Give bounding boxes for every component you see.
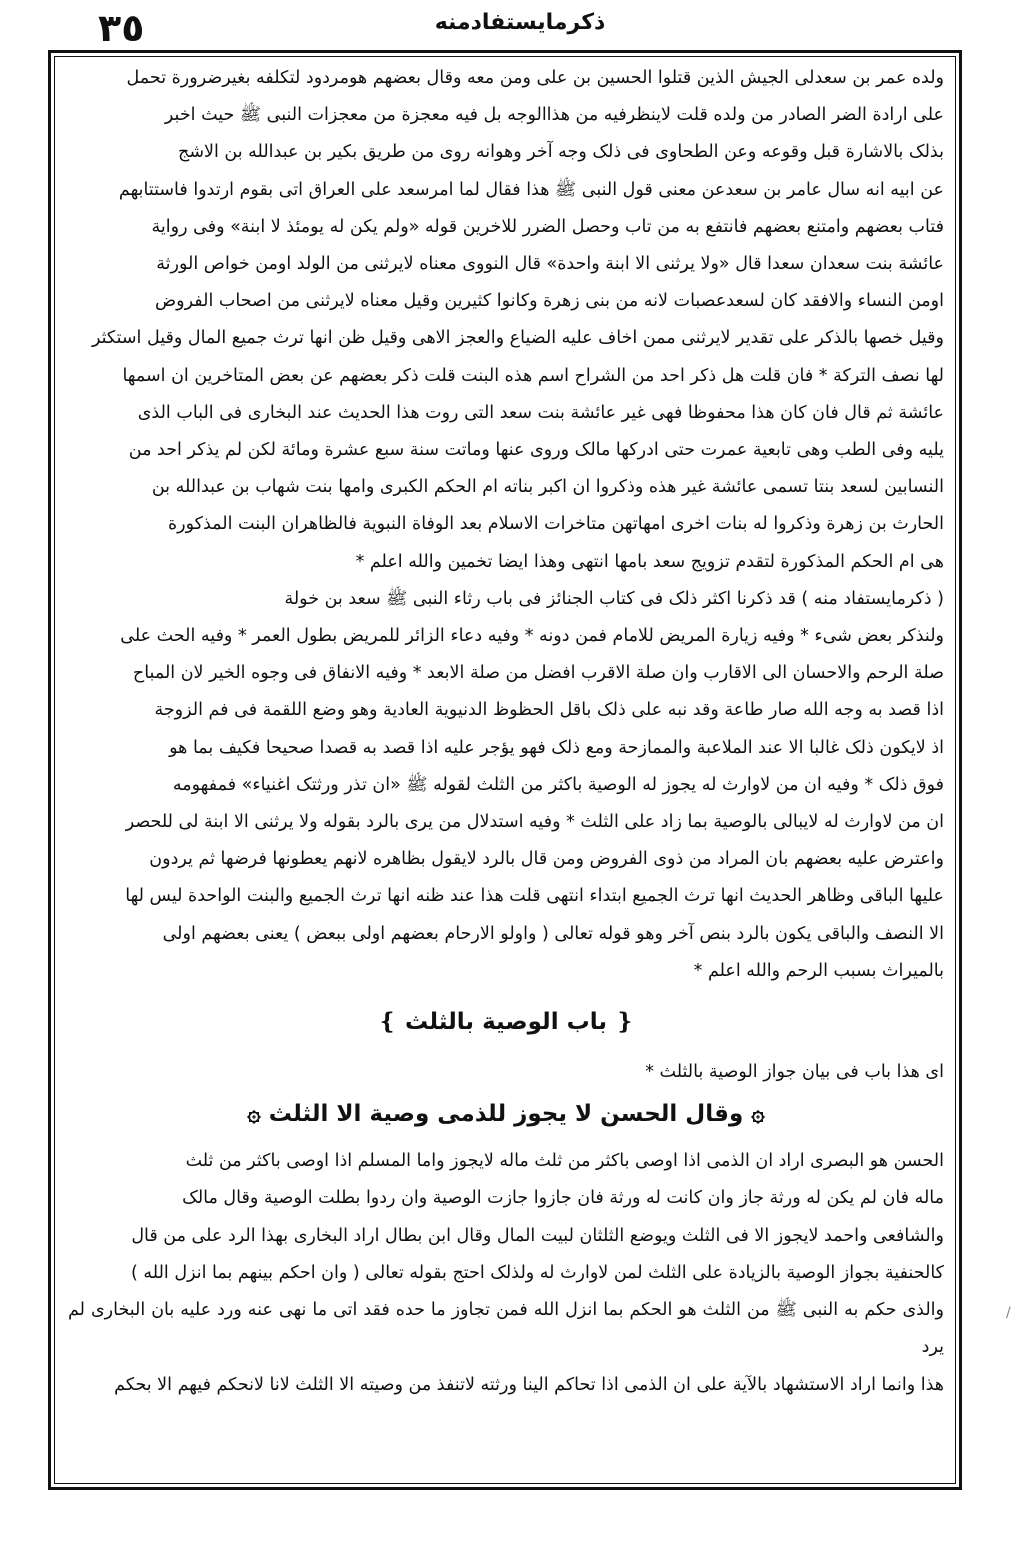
- text-line: فتاب بعضهم وامتنع بعضهم فانتفع به من تاب وحصل الضرر للاخرین قوله «ولم یکن له یومئذ لا ابنة» وفی روایة: [151, 216, 944, 237]
- text-line: عائشة ثم قال فان کان هذا محفوظا فهی غیر عائشة بنت سعد التی روت هذا الحدیث عند البخاری فی الباب الذی: [137, 402, 944, 423]
- text-line: بالمیراث بسبب الرحم والله اعلم *: [693, 960, 944, 981]
- ornament-close-icon: ❵: [377, 1009, 398, 1036]
- page-number: ٣٥: [98, 6, 145, 50]
- hasan-quote-text: وقال الحسن لا یجوز للذمی وصیة الا الثلث: [268, 1101, 744, 1128]
- running-title: ذکرمایستفادمنه: [434, 10, 606, 35]
- text-line: عن ابیه انه سال عامر بن سعدعن معنی قول النبی ﷺ هذا فقال لما امرسعد علی العراق اتی بقوم ارتدوا فاستتابهم: [118, 179, 944, 200]
- star-ornament-icon: ۞: [247, 1101, 261, 1128]
- paragraph-benefits: [68, 581, 944, 990]
- text-line: الا النصف والباقی یکون بالرد بنص آخر وهو قوله تعالی ( واولو الارحام بعضهم اولی ببعض ) یعنی بعضهم اولی: [162, 923, 944, 944]
- text-line: یلیه وفی الطب وهی تابعیة عمرت حتی ادرکها مالک وروی عنها وماتت سنة سبع عشرة ومائة لکن لم یذکر احد من: [128, 440, 944, 461]
- text-line: بذلک بالاشارة قبل وقوعه وعن الطحاوی فی ذلک وجه آخر وهوانه روی من طریق بکیر بن عبدالله بن الاشج: [178, 142, 944, 163]
- text-line: ( ذکرمایستفاد منه ) قد ذکرنا اکثر ذلک فی کتاب الجنائز فی باب رثاء النبی ﷺ سعد بن خولة: [284, 588, 944, 609]
- text-line: ولده عمر بن سعدلی الجیش الذین قتلوا الحسین بن علی ومن معه وقال بعضهم هومردود لتکلفه بغیرضرورة تحمل: [126, 68, 944, 88]
- page-body: [68, 60, 944, 1404]
- text-line: ولنذکر بعض شیء * وفیه زیارة المریض للامام فمن دونه * وفیه دعاء الزائر للمریض بطول العمر * وفیه الحث علی: [120, 626, 944, 647]
- text-line: علی ارادة الضر الصادر من ولده قلت لاینظرفیه من هذاالوجه بل فیه معجزة من معجزات النبی ﷺ حیث اخبر: [164, 105, 944, 126]
- text-line: فوق ذلک * وفیه ان من لاوارث له یجوز له الوصیة باکثر من الثلث لقوله ﷺ «ان تذر ورثتک اغنیاء» فمفهومه: [172, 774, 944, 795]
- text-line: والشافعی واحمد لایجوز الا فی الثلث ویوضع الثلثان لبیت المال وقال ابن بطال اراد البخاری بهذا الرد علی من قال: [131, 1225, 944, 1246]
- text-line: هذا وانما اراد الاستشهاد بالآیة علی ان الذمی اذا تحاکم الینا ورثته لاتنفذ من وصیته الا الثلث لانا لانحکم فیهم الا بحکم: [114, 1374, 944, 1395]
- text-line: ان من لاوارث له لایبالی بالوصیة بما زاد علی الثلث * وفیه استدلال من یری بالرد بقوله ولا یرثنی الا ابنة لی للحصر: [125, 812, 944, 833]
- text-line: لها نصف الترکة * فان قلت هل ذکر احد من الشراح اسم هذه البنت قلت ذکر بعضهم عن بعض المتاخرین ان اسمها: [122, 365, 944, 386]
- star-ornament-icon: ۞: [751, 1101, 765, 1128]
- margin-mark: /: [1006, 1305, 1011, 1321]
- text-line: النسابین لسعد بنتا تسمی عائشة غیر هذه وذکروا ان اکبر بناته ام الحکم الکبری وامها بنت شهاب بن عبدالله بن: [151, 477, 944, 498]
- paragraph-hasan-commentary: [68, 1143, 944, 1403]
- text-line: اومن النساء والافقد کان لسعدعصبات لانه من بنی زهرة وکانوا کثیرین وقیل معناه لایرثنی من اصحاب الفروض: [155, 291, 944, 312]
- text-line: علیها الباقی وظاهر الحدیث انها ترث الجمیع ابتداء انتهی قلت هذا عند ظنه انها ترث الجمیع والبنت الواحدة لیس لها: [125, 886, 944, 907]
- text-line: واعترض علیه بعضهم بان المراد من ذوی الفروض ومن قال بالرد لایقول بظاهره لانهم یعطونها فرضها ثم یردون: [149, 849, 944, 870]
- text-line: هی ام الحکم المذکورة لتقدم تزویج سعد بامها انتهی وهذا ایضا تخمین والله اعلم *: [355, 551, 944, 572]
- text-line: کالحنفیة بجواز الوصیة بالزیادة علی الثلث لمن لاوارث له ولذلک احتج بقوله تعالی ( وان احکم بینهم بما انزل الله ): [131, 1262, 944, 1283]
- text-line: الحارث بن زهرة وذکروا له بنات اخری امهاتهن متاخرات الاسلام بعد الوفاة النبویة فالظاهران البنت المذکورة: [168, 514, 944, 535]
- text-line: عائشة بنت سعدان سعدا قال «ولا یرثنی الا ابنة واحدة» قال النووی معناه لایرثنی من الولد اومن خواص الورثة: [156, 254, 944, 275]
- chapter-description: ای هذا باب فی بیان جواز الوصیة بالثلث *: [645, 1062, 944, 1083]
- text-line: اذا قصد به وجه الله صار طاعة وقد نبه علی ذلک باقل الحظوظ الدنیویة العادیة وهو وضع اللقمة فی فم الزوجة: [154, 700, 944, 721]
- text-line: والذی حکم به النبی ﷺ من الثلث هو الحکم بما انزل الله فمن تجاوز ما حده فقد اتی ما نهی عنه ورد علیه بان البخاری لم یرد: [68, 1300, 944, 1358]
- text-line: صلة الرحم والاحسان الی الاقارب وان صلة الاقرب افضل من صلة الابعد * وفیه الانفاق فی وجوه الخیر لان المباح: [132, 663, 944, 684]
- text-line: الحسن هو البصری اراد ان الذمی اذا اوصی باکثر من ثلث ماله لایجوز واما المسلم اذا اوصی باکثر من ثلث: [185, 1151, 944, 1172]
- text-line: وقیل خصها بالذکر علی تقدیر لایرثنی ممن اخاف علیه الضیاع والعجز الاهی وقیل ظن انها ترث جمیع المال وقیل استکثر: [91, 328, 944, 349]
- text-line: اذ لایکون ذلک غالبا الا عند الملاعبة والممازحة ومع ذلک فهو یؤجر علیه اذا قصد به قصدا صحیحا فکیف بما هو: [169, 737, 944, 758]
- ornament-open-icon: ❴: [614, 1009, 635, 1036]
- paragraph-commentary: [68, 60, 944, 581]
- chapter-heading-text: باب الوصیة بالثلث: [405, 1009, 607, 1036]
- hasan-quote: [68, 1091, 944, 1137]
- chapter-heading: [68, 998, 944, 1046]
- text-line: ماله فان لم یکن له ورثة جاز وان کانت له ورثة فان جازوا جازت الوصیة وان ردوا بطلت الوصیة وقال مالک: [182, 1188, 944, 1209]
